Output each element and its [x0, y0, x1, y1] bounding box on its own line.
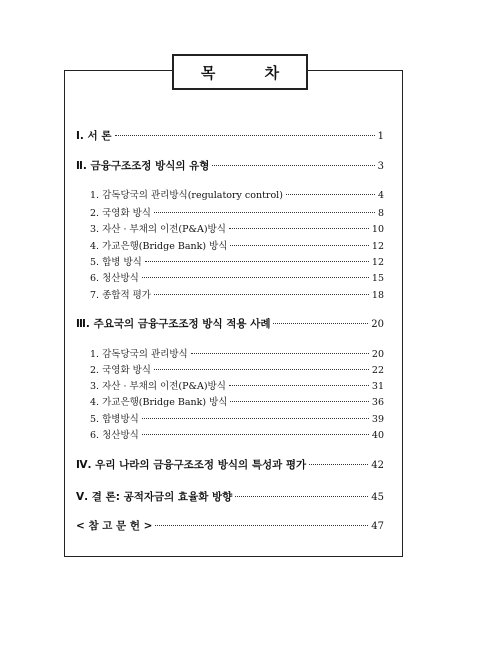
toc-entry-label: Ⅳ. 우리 나라의 금융구조조정 방식의 특성과 평가 — [76, 459, 307, 471]
toc-entry-page: 45 — [371, 492, 384, 503]
toc-entry-page: 12 — [371, 257, 384, 268]
toc-entry-page: 31 — [371, 381, 384, 392]
toc-leader-dots — [235, 496, 368, 497]
toc-entry-page: 20 — [371, 319, 384, 330]
toc-entry-label: 1. 감독당국의 관리방식(regulatory control) — [90, 190, 283, 201]
toc-entry-label: Ⅲ. 주요국의 금융구조조정 방식 적용 사례 — [76, 318, 271, 330]
toc-entry-label: 3. 자산 · 부채의 이전(P&A)방식 — [90, 381, 226, 392]
toc-subsection-entry — [90, 411, 384, 425]
toc-entry-label: 5. 합병 방식 — [90, 257, 142, 268]
toc-subsection-entry — [90, 238, 384, 252]
toc-entry-page: 8 — [377, 208, 384, 219]
toc-leader-dots — [273, 323, 368, 324]
toc-entry-label: < 참 고 문 헌 > — [76, 520, 153, 532]
toc-leader-dots — [286, 194, 375, 195]
toc-leader-dots — [145, 261, 369, 262]
toc-subsection-entry — [90, 221, 384, 235]
toc-entry-page: 20 — [371, 349, 384, 360]
toc-leader-dots — [191, 353, 369, 354]
toc-entry-label: 4. 가교은행(Bridge Bank) 방식 — [90, 241, 228, 252]
toc-leader-dots — [115, 135, 375, 136]
toc-entry-label: 7. 종합적 평가 — [90, 290, 151, 301]
toc-leader-dots — [155, 525, 368, 526]
toc-frame — [64, 70, 403, 557]
toc-section-entry — [76, 489, 384, 504]
toc-subsection-entry — [90, 270, 384, 284]
toc-entry-page: 39 — [371, 414, 384, 425]
toc-subsection-entry — [90, 254, 384, 268]
toc-entry-page: 40 — [371, 430, 384, 441]
toc-entry-page: 15 — [371, 273, 384, 284]
toc-entry-label: 6. 청산방식 — [90, 430, 139, 441]
toc-leader-dots — [154, 294, 369, 295]
toc-entry-label: 5. 합병방식 — [90, 414, 139, 425]
toc-entry-page: 22 — [371, 365, 384, 376]
toc-entry-label: 1. 감독당국의 관리방식 — [90, 349, 188, 360]
toc-leader-dots — [229, 385, 369, 386]
toc-section-entry — [76, 316, 384, 331]
toc-entry-label: Ⅱ. 금융구조조정 방식의 유형 — [76, 160, 210, 172]
toc-leader-dots — [142, 418, 369, 419]
toc-subsection-entry — [90, 394, 384, 408]
toc-section-entry — [76, 128, 384, 143]
toc-entry-label: 2. 국영화 방식 — [90, 208, 151, 219]
toc-entry-label: Ⅴ. 결 론: 공적자금의 효율화 방향 — [76, 491, 233, 503]
toc-entry-label: Ⅰ. 서 론 — [76, 130, 112, 142]
toc-entry-label: 6. 청산방식 — [90, 273, 139, 284]
toc-leader-dots — [154, 369, 369, 370]
toc-entry-page: 4 — [377, 190, 384, 201]
toc-entry-page: 12 — [371, 241, 384, 252]
toc-subsection-entry — [90, 378, 384, 392]
toc-section-entry — [76, 518, 384, 533]
toc-entry-page: 3 — [377, 161, 384, 172]
toc-leader-dots — [142, 277, 369, 278]
toc-leader-dots — [142, 434, 369, 435]
toc-entry-page: 42 — [371, 460, 384, 471]
toc-entry-label: 4. 가교은행(Bridge Bank) 방식 — [90, 397, 228, 408]
toc-subsection-entry — [90, 287, 384, 301]
toc-leader-dots — [230, 401, 368, 402]
toc-section-entry — [76, 158, 384, 173]
toc-entry-page: 36 — [371, 397, 384, 408]
toc-entry-page: 47 — [371, 521, 384, 532]
toc-subsection-entry — [90, 362, 384, 376]
toc-title: 목 차 — [200, 63, 302, 82]
toc-entry-label: 3. 자산 · 부채의 이전(P&A)방식 — [90, 224, 226, 235]
toc-leader-dots — [230, 245, 368, 246]
toc-entry-page: 10 — [371, 224, 384, 235]
toc-subsection-entry — [90, 427, 384, 441]
toc-entry-page: 18 — [371, 290, 384, 301]
toc-subsection-entry — [90, 346, 384, 360]
toc-subsection-entry — [90, 205, 384, 219]
toc-entry-label: 2. 국영화 방식 — [90, 365, 151, 376]
toc-leader-dots — [309, 464, 368, 465]
toc-leader-dots — [229, 228, 369, 229]
toc-leader-dots — [154, 212, 375, 213]
toc-subsection-entry — [90, 187, 384, 201]
toc-title-box — [172, 54, 308, 90]
toc-leader-dots — [212, 165, 374, 166]
toc-section-entry — [76, 457, 384, 472]
toc-entry-page: 1 — [377, 131, 384, 142]
